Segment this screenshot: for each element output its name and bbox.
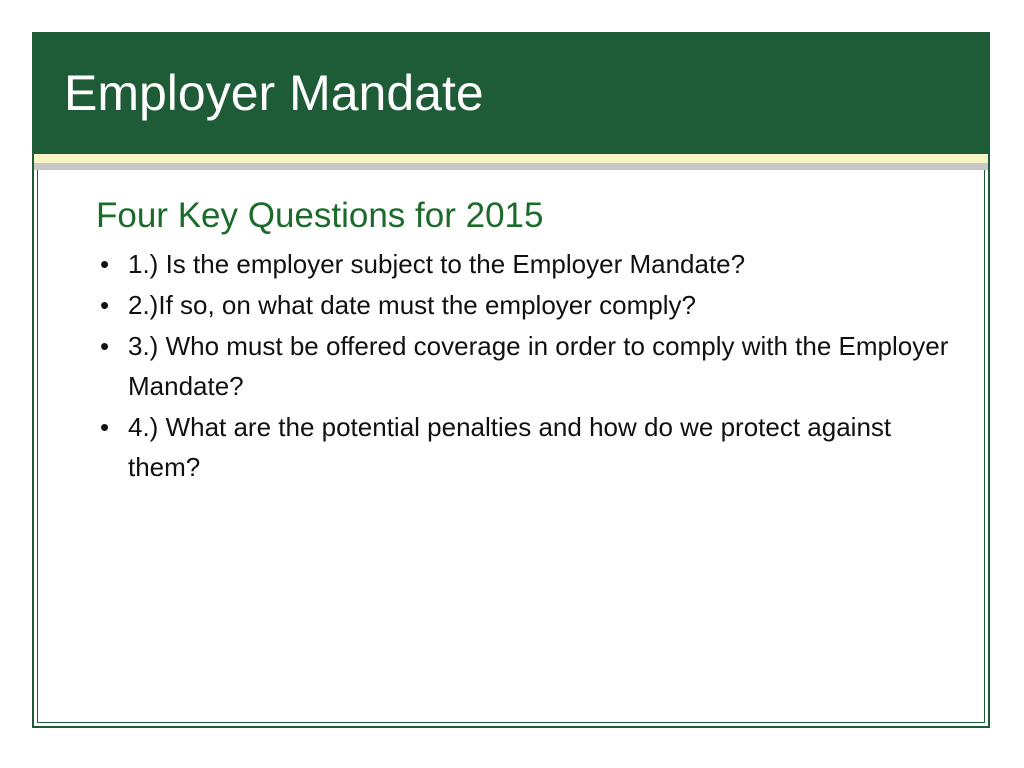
slide-content	[96, 196, 964, 488]
bullet-text: 1.) Is the employer subject to the Employer Mandate?	[128, 249, 746, 280]
accent-stripe	[34, 154, 988, 163]
list-item	[96, 326, 964, 406]
title-bar	[34, 34, 988, 154]
slide-title: Employer Mandate	[64, 65, 484, 121]
bullet-icon: •	[100, 412, 110, 443]
bullet-icon: •	[100, 290, 110, 321]
bullet-icon: •	[100, 331, 110, 362]
bullet-icon: •	[100, 249, 110, 280]
bullet-text: 3.) Who must be offered coverage in order to comply with the Employer Mandate?	[128, 331, 949, 402]
gray-stripe	[34, 163, 988, 170]
slide	[32, 32, 990, 728]
subheading: Four Key Questions for 2015	[96, 196, 544, 235]
list-item	[96, 407, 964, 487]
list-item	[96, 244, 964, 284]
bullet-text: 4.) What are the potential penalties and how do we protect against them?	[128, 412, 892, 483]
list-item	[96, 285, 964, 325]
bullet-text: 2.)If so, on what date must the employer comply?	[128, 290, 696, 321]
bullet-list	[96, 244, 964, 487]
